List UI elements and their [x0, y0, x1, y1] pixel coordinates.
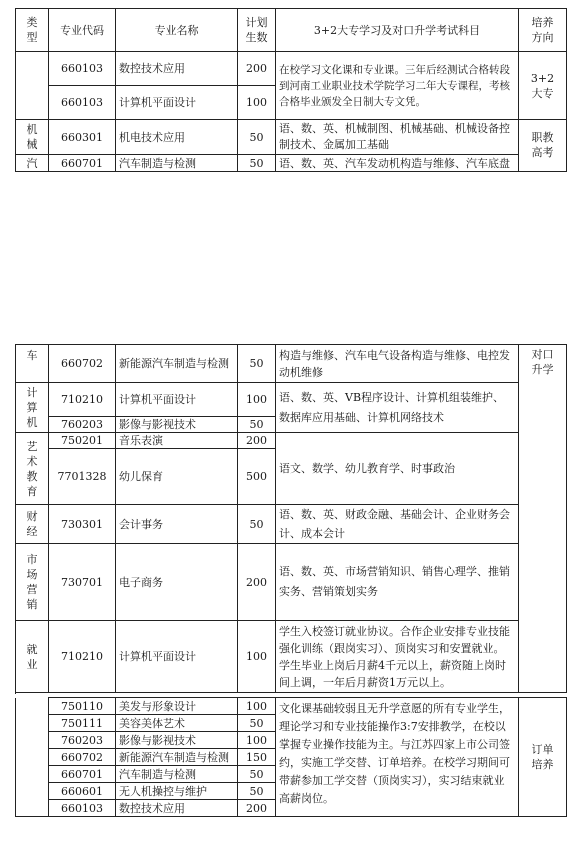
name-cell: 幼儿保育	[116, 449, 238, 505]
plan-cell: 50	[238, 783, 276, 800]
code-cell: 660601	[49, 783, 116, 800]
name-cell: 美发与形象设计	[116, 698, 238, 715]
header-code: 专业代码	[49, 9, 116, 52]
code-cell: 710210	[49, 621, 116, 693]
category-cell: 机 械	[16, 120, 49, 155]
table-row	[16, 155, 567, 172]
name-cell: 汽车制造与检测	[116, 155, 238, 172]
plan-cell: 500	[238, 449, 276, 505]
category-cell: 财 经	[16, 505, 49, 544]
category-cell: 车	[16, 345, 49, 383]
subjects-cell: 语文、数学、幼儿教育学、时事政治	[276, 433, 519, 505]
subjects-cell: 学生入校签订就业协议。合作企业安排专业技能强化训练（跟岗实习）、顶岗实习和安置就业。学生毕业上岗后月薪4千元以上，薪资随上岗时间上调，一年后月薪资1万元以上。	[276, 621, 519, 693]
plan-cell: 50	[238, 715, 276, 732]
code-cell: 750110	[49, 698, 116, 715]
plan-cell: 50	[238, 766, 276, 783]
code-cell: 760203	[49, 417, 116, 433]
table-row	[16, 621, 567, 693]
header-type: 类 型	[16, 9, 49, 52]
subjects-cell: 语、数、英、财政金融、基础会计、企业财务会计、成本会计	[276, 505, 519, 544]
subjects-cell: 构造与维修、汽车电气设备构造与维修、电控发动机维修	[276, 345, 519, 383]
plan-cell: 50	[238, 155, 276, 172]
code-cell: 710210	[49, 383, 116, 417]
subjects-cell: 语、数、英、汽车发动机构造与维修、汽车底盘	[276, 155, 519, 172]
category-cell-empty	[16, 52, 49, 120]
name-cell: 新能源汽车制造与检测	[116, 749, 238, 766]
code-cell: 660701	[49, 155, 116, 172]
name-cell: 会计事务	[116, 505, 238, 544]
header-subjects: 3+2大专学习及对口升学考试科目	[276, 9, 519, 52]
name-cell: 无人机操控与维护	[116, 783, 238, 800]
plan-cell: 100	[238, 621, 276, 693]
subjects-cell: 在校学习文化课和专业课。三年后经测试合格转段到河南工业职业技术学院学习二年大专课程，考核合格毕业颁发全日制大专文凭。	[276, 52, 519, 120]
subjects-cell: 语、数、英、机械制图、机械基础、机械设备控制技术、金属加工基础	[276, 120, 519, 155]
plan-cell: 100	[238, 698, 276, 715]
code-cell: 660103	[49, 800, 116, 817]
category-cell: 就 业	[16, 621, 49, 693]
plan-cell: 200	[238, 52, 276, 86]
direction-cell: 职教 高考	[519, 120, 567, 172]
table-row	[16, 433, 567, 449]
plan-cell: 150	[238, 749, 276, 766]
plan-cell: 50	[238, 417, 276, 433]
subjects-cell: 语、数、英、市场营销知识、销售心理学、推销实务、营销策划实务	[276, 544, 519, 621]
plan-cell: 200	[238, 800, 276, 817]
category-cell: 艺 术 教 育	[16, 433, 49, 505]
code-cell: 660702	[49, 749, 116, 766]
name-cell: 美容美体艺术	[116, 715, 238, 732]
category-cell-continued	[16, 698, 49, 817]
plan-cell: 100	[238, 383, 276, 417]
subjects-cell: 语、数、英、VB程序设计、计算机组装维护、数据库应用基础、计算机网络技术	[276, 383, 519, 433]
table-row	[16, 505, 567, 544]
name-cell: 计算机平面设计	[116, 86, 238, 120]
header-plan: 计划 生数	[238, 9, 276, 52]
name-cell: 影像与影视技术	[116, 732, 238, 749]
code-cell: 760203	[49, 732, 116, 749]
code-cell: 750111	[49, 715, 116, 732]
table-row	[16, 120, 567, 155]
plan-cell: 50	[238, 505, 276, 544]
name-cell: 电子商务	[116, 544, 238, 621]
name-cell: 机电技术应用	[116, 120, 238, 155]
name-cell: 数控技术应用	[116, 52, 238, 86]
name-cell: 汽车制造与检测	[116, 766, 238, 783]
table-row	[16, 52, 567, 86]
category-cell: 市 场 营 销	[16, 544, 49, 621]
category-cell: 汽	[16, 155, 49, 172]
direction-cell: 3+2 大专	[519, 52, 567, 120]
name-cell: 数控技术应用	[116, 800, 238, 817]
table-row	[16, 383, 567, 417]
table-row	[16, 698, 567, 715]
plan-cell: 50	[238, 120, 276, 155]
subjects-cell: 文化课基础较弱且无升学意愿的所有专业学生，理论学习和专业技能操作3:7安排教学，在校以掌握专业操作技能为主。与江苏四家上市公司签约，实施工学交替、订单培养。在校学习期间可带薪参加工学交替（顶岗实习），实习结束就业高薪岗位。	[276, 698, 519, 817]
table-bottom	[15, 344, 567, 693]
plan-cell: 50	[238, 345, 276, 383]
code-cell: 660103	[49, 52, 116, 86]
plan-cell: 100	[238, 732, 276, 749]
header-name: 专业名称	[116, 9, 238, 52]
direction-cell: 订单 培养	[519, 698, 567, 817]
name-cell: 新能源汽车制造与检测	[116, 345, 238, 383]
name-cell: 计算机平面设计	[116, 383, 238, 417]
direction-cell: 对口 升学	[519, 345, 567, 693]
table-top	[15, 8, 567, 172]
table-row	[16, 544, 567, 621]
header-direction: 培养 方向	[519, 9, 567, 52]
table-row	[16, 345, 567, 383]
code-cell: 730701	[49, 544, 116, 621]
header-row	[16, 9, 567, 52]
plan-cell: 200	[238, 433, 276, 449]
category-cell: 计 算 机	[16, 383, 49, 433]
code-cell: 750201	[49, 433, 116, 449]
code-cell: 660103	[49, 86, 116, 120]
code-cell: 660701	[49, 766, 116, 783]
name-cell: 音乐表演	[116, 433, 238, 449]
name-cell: 影像与影视技术	[116, 417, 238, 433]
plan-cell: 100	[238, 86, 276, 120]
code-cell: 7701328	[49, 449, 116, 505]
table-bottom-orders	[15, 697, 567, 817]
name-cell: 计算机平面设计	[116, 621, 238, 693]
code-cell: 730301	[49, 505, 116, 544]
plan-cell: 200	[238, 544, 276, 621]
code-cell: 660301	[49, 120, 116, 155]
code-cell: 660702	[49, 345, 116, 383]
